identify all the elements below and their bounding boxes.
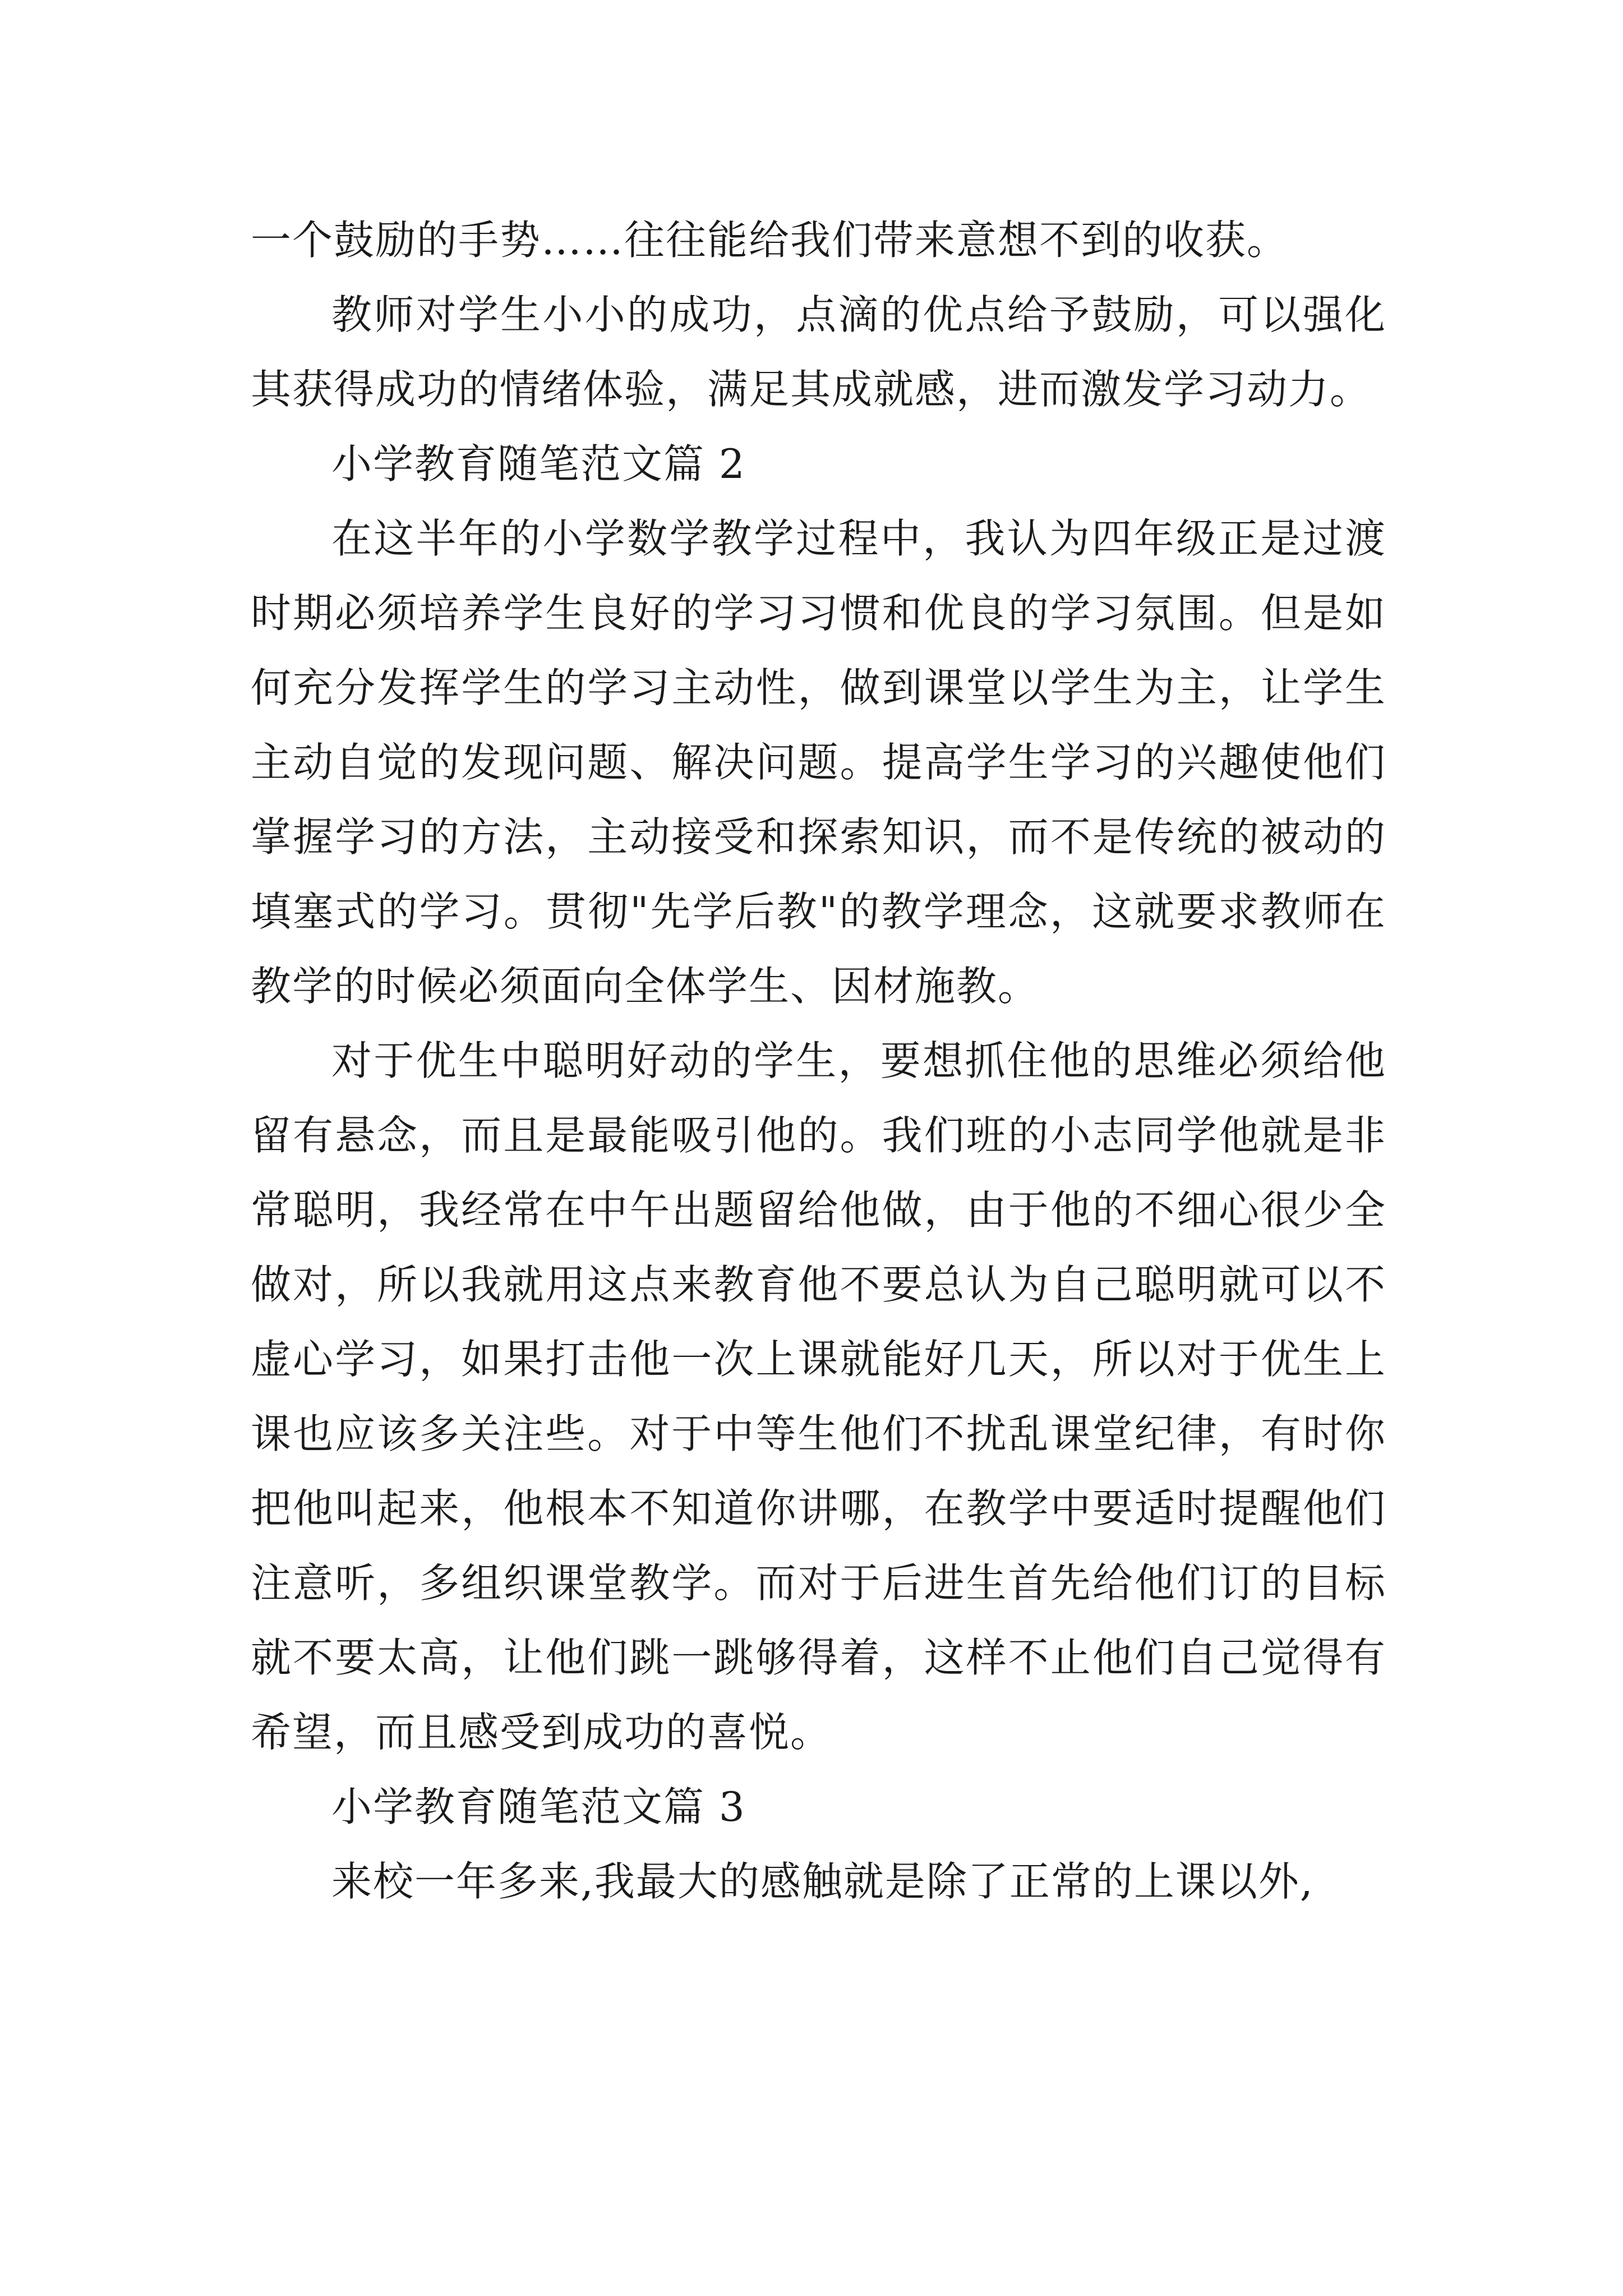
paragraph-encouragement: 教师对学生小小的成功，点滴的优点给予鼓励，可以强化其获得成功的情绪体验，满足其成就感，进而激发学习动力。 — [251, 291, 1386, 413]
section-heading-2: 小学教育随笔范文篇 2 — [331, 440, 746, 487]
paragraph-math-teaching: 在这半年的小学数学教学过程中，我认为四年级正是过渡时期必须培养学生良好的学习习惯和优良的学习氛围。但是如何充分发挥学生的学习主动性，做到课堂以学生为主，让学生主动自觉的发现问题、解决问题。提高学生学习的兴趣使他们掌握学习的方法，主动接受和探索知识，而不是传统的被动的填塞式的学习。贯彻"先学后教"的教学理念，这就要求教师在教学的时候必须面向全体学生、因材施教。 — [251, 515, 1386, 1010]
section-heading-3: 小学教育随笔范文篇 3 — [331, 1783, 746, 1830]
paragraph-student-levels: 对于优生中聪明好动的学生，要想抓住他的思维必须给他留有悬念，而且是最能吸引他的。我们班的小志同学他就是非常聪明，我经常在中午出题留给他做，由于他的不细心很少全做对，所以我就用这点来教育他不要总认为自己聪明就可以不虚心学习，如果打击他一次上课就能好几天，所以对于优生上课也应该多关注些。对于中等生他们不扰乱课堂纪律，有时你把他叫起来，他根本不知道你讲哪，在教学中要适时提醒他们注意听，多组织课堂教学。而对于后进生首先给他们订的目标就不要太高，让他们跳一跳够得着，这样不止他们自己觉得有希望，而且感受到成功的喜悦。 — [251, 1037, 1386, 1756]
paragraph-continued: 一个鼓励的手势……往往能给我们带来意想不到的收获。 — [251, 217, 1289, 264]
paragraph-intro-3: 来校一年多来,我最大的感触就是除了正常的上课以外, — [331, 1858, 1314, 1905]
document-body — [251, 203, 1386, 1919]
